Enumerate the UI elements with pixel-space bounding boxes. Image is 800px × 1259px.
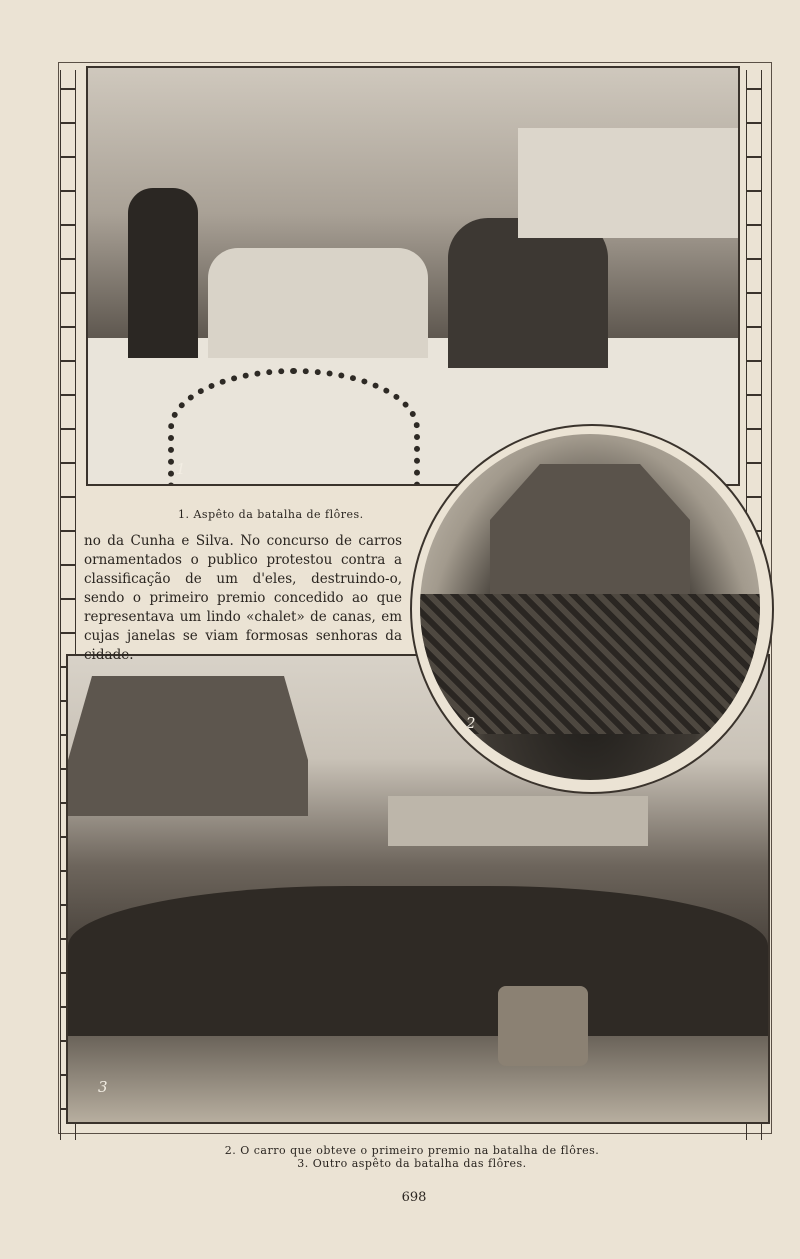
caption-photo-1: 1. Aspêto da batalha de flôres.: [178, 508, 364, 521]
crowd: [68, 886, 768, 1036]
photo-number: 3: [98, 1078, 108, 1096]
sailor-girls: [208, 248, 428, 358]
flowers-lattice: [420, 594, 760, 734]
body-text: no da Cunha e Silva. No concurso de carros ornamentados o publico protestou contra a classificação de um d'eles, destruindo-o, sendo o primeiro premio concedido ao que representava um lindo «chalet» de canas, em cujas janelas se viam formosas senhoras da cidade.: [84, 533, 402, 663]
photo-number: 1: [176, 460, 186, 478]
basket-cart: [498, 986, 588, 1066]
caption-photo-3: 3. Outro aspêto da batalha das flôres.: [297, 1157, 527, 1170]
photo-1-flower-battle-float: [86, 66, 740, 486]
pavilion-roof: [68, 676, 308, 816]
captions-photos-2-3: [0, 1144, 800, 1170]
distant-buildings: [388, 796, 648, 846]
photo-2-circle-frame: [410, 424, 774, 794]
photo-number: 2: [466, 714, 476, 732]
photo-2-chalet-float: [420, 434, 760, 780]
building: [518, 128, 738, 238]
page-number: 698: [401, 1190, 427, 1205]
men-group: [448, 218, 608, 368]
float-wheel: [168, 368, 420, 486]
caption-photo-2: 2. O carro que obteve o primeiro premio na batalha de flôres.: [224, 1144, 600, 1157]
chalet: [490, 464, 690, 604]
standing-man: [128, 188, 198, 358]
